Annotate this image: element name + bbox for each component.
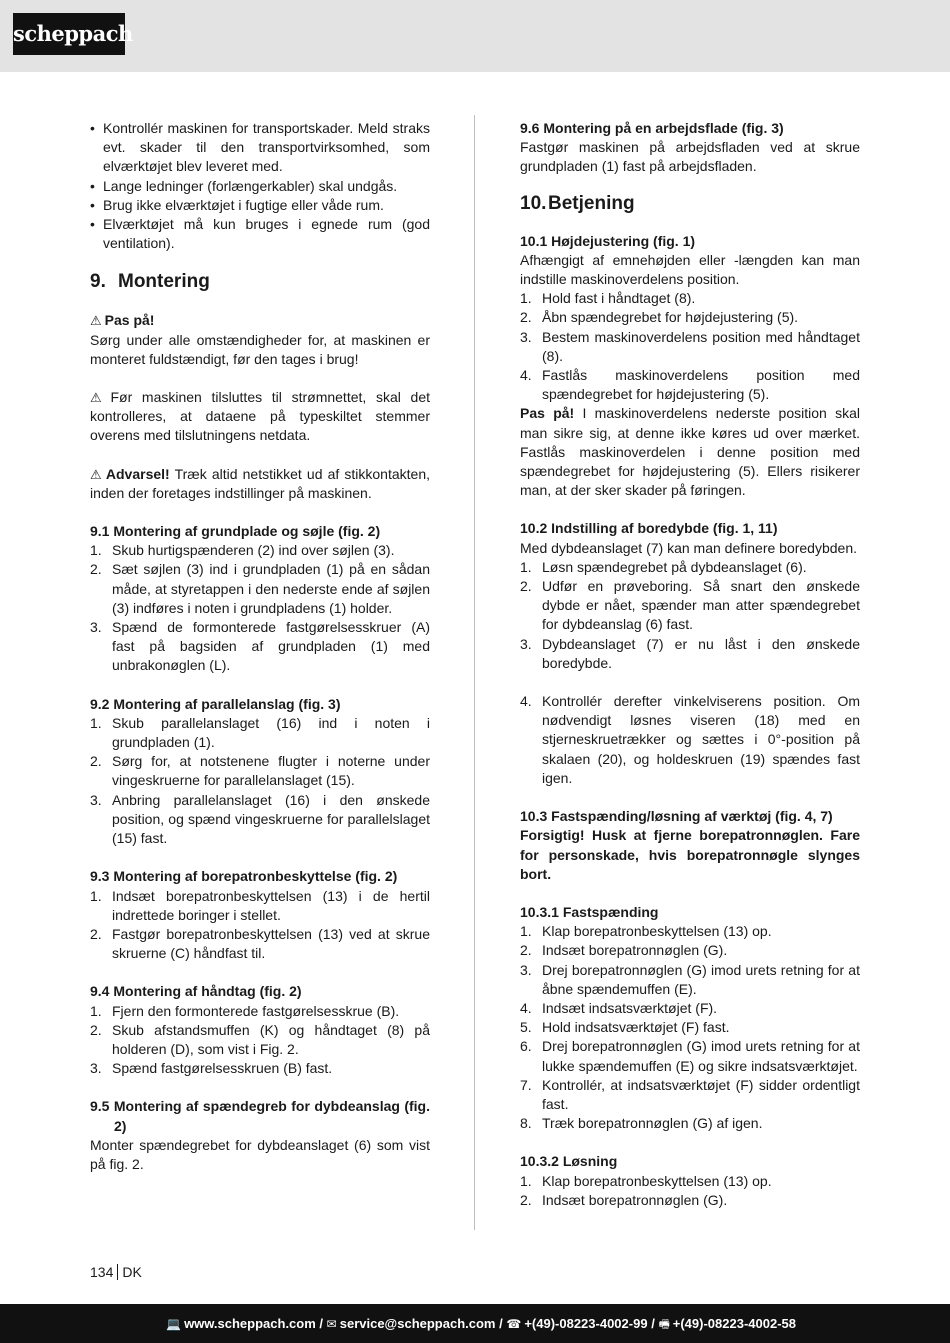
section-10-1-note: Pas på! I maskinoverdelens nederste position skal man sikre sig, at denne ikke køres ud over mærket. Fastlås maskinoverdelen i denne position med spændegrebet for højdejustering (5). Ellers risikerer man, at der sker skader på føringen. — [520, 405, 860, 499]
section-10-2-list — [520, 558, 860, 673]
footer-contacts: 💻 www.scheppach.com / ✉ service@scheppach.com / ☎ +(49)-08223-4002-99 / 🖷 +(49)-08223-4002-58 — [166, 1316, 796, 1331]
list-item: • Lange ledninger (forlængerkabler) skal undgås. — [90, 177, 398, 194]
note-text: Sørg under alle omstændigheder for, at maskinen er monteret fuldstændigt, før den tages i brug! — [90, 331, 430, 367]
list-item: 2. Skub afstandsmuffen (K) og håndtaget (8) på holderen (D), som vist i Fig. 2. — [90, 1021, 430, 1057]
list-item: 1. Fjern den formonterede fastgørelsesskrue (B). — [90, 1002, 400, 1019]
section-9-1-title: 9.1 Montering af grundplade og søjle (fig. 2) — [90, 523, 381, 540]
section-9-2-list — [90, 714, 430, 848]
list-item: 3. Drej borepatronnøglen (G) imod urets retning for at åbne spændemuffen (E). — [520, 961, 860, 997]
footer-phone: +(49)-08223-4002-99 — [524, 1316, 648, 1331]
section-10-3-1-title: 10.3.1 Fastspænding — [520, 903, 659, 920]
list-item: 2. Sørg for, at notstenene flugter i noterne under vingeskruerne for parallelanslaget (15). — [90, 753, 430, 789]
list-item: 5. Hold indsatsværktøjet (F) fast. — [520, 1019, 730, 1036]
fax-icon: 🖷 — [658, 1317, 670, 1331]
list-item: 1. Klap borepatronbeskyttelsen (13) op. — [520, 923, 772, 940]
section-9-4-list — [90, 1002, 430, 1079]
section-10-3-2-list — [520, 1172, 860, 1210]
list-item: 1. Skub parallelanslaget (16) ind i noten i grundpladen (1). — [90, 714, 430, 751]
list-item: 2. Indsæt borepatronnøglen (G). — [520, 1191, 728, 1208]
scheppach-logo: scheppach — [13, 13, 125, 55]
section-10-2-list-cont — [520, 692, 860, 788]
mail-icon: ✉ — [326, 1317, 337, 1331]
list-item: 3. Dybdeanslaget (7) er nu låst i den ønskede boredybde. — [520, 635, 860, 671]
list-item: 2. Sæt søjlen (3) ind i grundpladen (1) på en sådan måde, at styretappen i den nederste ende af søjlen (3) indføres i noten i grundpladens (1) holder. — [90, 561, 430, 616]
list-item: 1. Løsn spændegrebet på dybdeanslaget (6). — [520, 558, 807, 575]
computer-icon: 💻 — [166, 1317, 182, 1331]
section-9-5-title: 9.5 Montering af spændegreb for dybdeanslag (fig. 2) — [90, 1098, 430, 1134]
list-item: 8. Træk borepatronnøglen (G) af igen. — [520, 1115, 763, 1132]
section-10-2-intro: Med dybdeanslaget (7) kan man definere boredybden. — [520, 539, 857, 556]
page-separator — [117, 1264, 118, 1280]
section-9-2-title: 9.2 Montering af parallelanslag (fig. 3) — [90, 695, 341, 712]
warning-icon: ⚠ — [90, 466, 103, 482]
column-divider — [474, 115, 475, 1230]
warning-icon: ⚠ — [90, 390, 108, 406]
section-10-3-warning: Forsigtig! Husk at fjerne borepatronnøglen. Fare for personskade, hvis borepatronnøgle slynges bort. — [520, 827, 860, 882]
section-10-1-list — [520, 289, 860, 404]
footer-email-link[interactable]: service@scheppach.com — [339, 1316, 496, 1331]
note-power: ⚠ Før maskinen tilsluttes til strømnettet, skal det kontrolleres, at dataene på typeskiltet stemmer overens med tilslutningens netdata. — [90, 389, 431, 444]
footer-fax: +(49)-08223-4002-58 — [672, 1316, 796, 1331]
list-item: 3. Anbring parallelanslaget (16) i den ønskede position, og spænd vingeskruerne for parallelslaget (15) fast. — [90, 791, 430, 847]
list-item: • Brug ikke elværktøjet i fugtige eller våde rum. — [90, 196, 384, 213]
list-item: • Kontrollér maskinen for transportskader. Meld straks evt. skader til den transportvirksomhed, som elværktøjet blev leveret med. — [90, 120, 430, 175]
section-9-3-list — [90, 887, 430, 964]
list-item: 2. Udfør en prøveboring. Så snart den ønskede dybde er nået, spænder man atter spændegrebet for dybdeanslag (6) fast. — [520, 578, 860, 633]
left-column — [90, 119, 430, 1174]
warning-icon: ⚠ — [90, 313, 102, 329]
phone-icon: ☎ — [506, 1317, 522, 1331]
section-9-6-text: Fastgør maskinen på arbejdsfladen ved at skrue grundpladen (1) fast på arbejdsfladen. — [520, 139, 860, 175]
list-item: 7. Kontrollér, at indsatsværktøjet (F) sidder ordentligt fast. — [520, 1076, 860, 1112]
section-10-heading: 10.Betjening — [520, 192, 635, 214]
list-item: 1. Klap borepatronbeskyttelsen (13) op. — [520, 1172, 772, 1189]
list-item: 2. Indsæt borepatronnøglen (G). — [520, 942, 728, 959]
list-item: 2. Åbn spændegrebet for højdejustering (5). — [520, 309, 799, 326]
section-9-heading: 9. Montering — [90, 271, 210, 293]
page-number: 134 DK — [90, 1264, 142, 1280]
list-item: 1. Hold fast i håndtaget (8). — [520, 290, 696, 307]
list-item: 1. Indsæt borepatronbeskyttelsen (13) i de hertil indrettede boringer i stellet. — [90, 887, 430, 923]
section-10-3-1-list — [520, 922, 860, 1133]
list-item: • Elværktøjet må kun bruges i egnede rum (god ventilation). — [90, 216, 430, 252]
list-item: 4. Kontrollér derefter vinkelviserens position. Om nødvendigt løsnes viseren (18) med en stjerneskruetrækker og sættes i 0°-position på skalaen (20), og holdeskruen (19) spændes fast igen. — [520, 693, 860, 786]
page-footer — [0, 1304, 950, 1343]
section-10-1-intro: Afhængigt af emnehøjden eller -længden kan man indstille maskinoverdelens position. — [520, 251, 860, 288]
list-item: 3. Spænd fastgørelsesskruen (B) fast. — [90, 1060, 333, 1077]
footer-website-link[interactable]: www.scheppach.com — [184, 1316, 316, 1331]
list-item: 4. Indsæt indsatsværktøjet (F). — [520, 999, 718, 1016]
section-10-3-2-title: 10.3.2 Løsning — [520, 1153, 618, 1170]
section-9-4-title: 9.4 Montering af håndtag (fig. 2) — [90, 983, 302, 1000]
section-9-1-list — [90, 541, 430, 675]
right-column — [520, 119, 860, 1210]
section-9-3-title: 9.3 Montering af borepatronbeskyttelse (fig. 2) — [90, 868, 398, 885]
note-advarsel: ⚠ Advarsel! Træk altid netstikket ud af stikkontakten, inden der foretages indstillinger på maskinen. — [90, 465, 430, 501]
list-item: 3. Spænd de formonterede fastgørelsesskruer (A) fast på bagsiden af grundpladen (1) med unbrakonøglen (L). — [90, 619, 430, 674]
note-pas-paa: ⚠ Pas på! — [90, 312, 155, 329]
list-item: 1. Skub hurtigspænderen (2) ind over søjlen (3). — [90, 542, 395, 559]
page-header — [0, 0, 950, 72]
list-item: 3. Bestem maskinoverdelens position med håndtaget (8). — [520, 328, 860, 364]
list-item: 4. Fastlås maskinoverdelens position med spændegrebet for højdejustering (5). — [520, 367, 860, 403]
section-9-6-title: 9.6 Montering på en arbejdsflade (fig. 3) — [520, 120, 784, 136]
section-10-1-title: 10.1 Højdejustering (fig. 1) — [520, 232, 696, 249]
bullet-list — [90, 119, 430, 253]
list-item: 2. Fastgør borepatronbeskyttelsen (13) ved at skrue skruerne (C) håndfast til. — [90, 925, 430, 962]
section-10-2-title: 10.2 Indstilling af boredybde (fig. 1, 11) — [520, 520, 778, 537]
section-10-3-title: 10.3 Fastspænding/løsning af værktøj (fig. 4, 7) — [520, 808, 833, 825]
section-9-5-text: Monter spændegrebet for dybdeanslaget (6) som vist på fig. 2. — [90, 1136, 430, 1172]
list-item: 6. Drej borepatronnøglen (G) imod urets retning for at lukke spændemuffen (E) og sikre indsatsværktøjet. — [520, 1038, 860, 1074]
